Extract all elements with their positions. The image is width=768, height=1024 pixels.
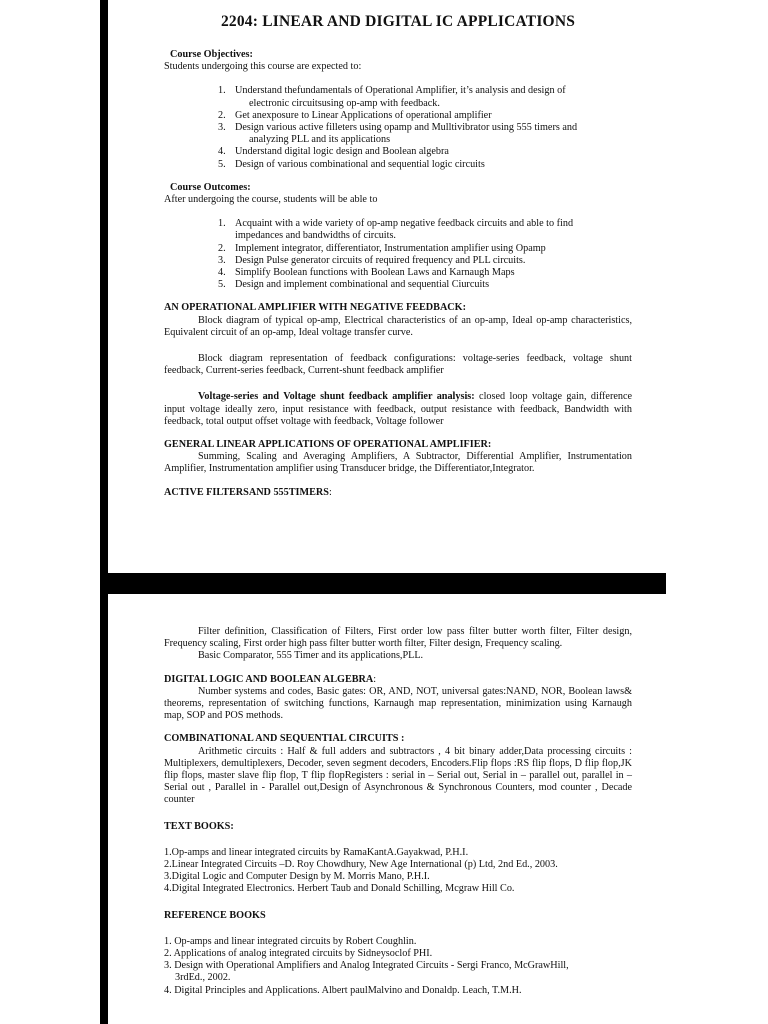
reference-item: 3. Design with Operational Amplifiers and Analog Integrated Circuits - Sergi Franco, McGrawHill, 3rdEd., 2002. [164, 960, 569, 984]
list-item: 4. Simplify Boolean functions with Boolean Laws and Karnaugh Maps [218, 267, 515, 279]
outcomes-list [218, 218, 632, 291]
objectives-heading: Course Objectives: [170, 49, 253, 60]
unit3-paragraph-1: Filter definition, Classification of Filters, First order low pass filter butter worth filter, Filter design, Frequency scaling, First order high pass filter butter worth filter, Filter design, Frequency scaling. [164, 626, 632, 650]
textbook-item: 3.Digital Logic and Computer Design by M. Morris Mano, P.H.I. [164, 871, 430, 883]
list-item: 1. Acquaint with a wide variety of op-amp negative feedback circuits and able to find impedances and bandwidths of circuits. [218, 218, 574, 242]
list-item: 5. Design of various combinational and sequential logic circuits [218, 158, 485, 170]
unit1-paragraph-2: Block diagram representation of feedback configurations: voltage-series feedback, voltage shunt feedback, Current-series feedback, Current-shunt feedback amplifier [164, 353, 632, 377]
reference-item: 2. Applications of analog integrated circuits by Sidneysoclof PHI. [164, 948, 433, 960]
reference-item: 1. Op-amps and linear integrated circuits by Robert Coughlin. [164, 935, 417, 947]
page-1 [164, 12, 632, 499]
references-heading: REFERENCE BOOKS [164, 909, 266, 921]
list-item: 2. Implement integrator, differentiator, Instrumentation amplifier using Opamp [218, 242, 546, 254]
objectives-intro: Students undergoing this course are expected to: [164, 61, 362, 73]
objectives-list [218, 85, 632, 170]
reference-item: 4. Digital Principles and Applications. Albert paulMalvino and Donaldp. Leach, T.M.H. [164, 984, 522, 996]
unit1-paragraph-3-body: closed loop voltage gain, difference input voltage ideally zero, input resistance with feedback, output resistance with feedback, Bandwidth with feedback, total output offset voltage with feedback, Voltage follower [164, 391, 632, 427]
list-item: 2. Get anexposure to Linear Applications of operational amplifier [218, 109, 492, 121]
unit5-heading: COMBINATIONAL AND SEQUENTIAL CIRCUITS : [164, 733, 405, 745]
unit1-paragraph-1: Block diagram of typical op-amp, Electrical characteristics of an op-amp, Ideal op-amp characteristics, Equivalent circuit of an op-amp, Ideal voltage transfer curve. [164, 314, 632, 338]
textbook-item: 2.Linear Integrated Circuits –D. Roy Chowdhury, New Age International (p) Ltd, 2nd Ed., 2003. [164, 859, 558, 871]
outcomes-heading: Course Outcomes: [170, 181, 251, 193]
list-item: 5. Design and implement combinational and sequential Ciurcuits [218, 279, 490, 291]
unit4-heading: DIGITAL LOGIC AND BOOLEAN ALGEBRA: [164, 673, 377, 685]
page-separator-bar [108, 573, 666, 594]
list-item: 3. Design Pulse generator circuits of required frequency and PLL circuits. [218, 254, 526, 266]
list-item: 3. Design various active filleters using opamp and Mulltivibrator using 555 timers and analyzing PLL and its applications [218, 122, 578, 146]
unit1-heading: AN OPERATIONAL AMPLIFIER WITH NEGATIVE FEEDBACK: [164, 302, 466, 314]
unit2-heading: GENERAL LINEAR APPLICATIONS OF OPERATIONAL AMPLIFIER: [164, 439, 492, 451]
unit3-heading: ACTIVE FILTERSAND 555TIMERS: [164, 486, 332, 498]
unit5-paragraph: Arithmetic circuits : Half & full adders and subtractors , 4 bit binary adder,Data processing circuits : Multiplexers, demultiplexers, Decoder, seven segment decoders, Encoders.Flip flops :RS flip flops, D flip flop,JK flip flops, master slave flip flop, T flip flopRegisters : serial in – Serial out, Serial in – parallel out, parallel in – Serial out , Parallel in - Parallel out,Design of Asynchronous & Synchronous Counters, mod counter , Decade counter [164, 745, 632, 806]
unit4-paragraph: Number systems and codes, Basic gates: OR, AND, NOT, universal gates:NAND, NOR, Boolean laws& theorems, representation of switching functions, Karnaugh map representation, minimization using Karnaugh map, SOP and POS methods. [164, 685, 632, 722]
textbook-item: 4.Digital Integrated Electronics. Herbert Taub and Donald Schilling, Mcgraw Hill Co. [164, 883, 515, 895]
unit2-paragraph: Summing, Scaling and Averaging Amplifiers, A Subtractor, Differential Amplifier, Instrumentation Amplifier, Instrumentation amplifier using Transducer bridge, the Differentiator,Integrator. [164, 451, 632, 475]
list-item: 4. Understand digital logic design and Boolean algebra [218, 146, 449, 158]
textbooks-heading: TEXT BOOKS: [164, 820, 234, 832]
outcomes-intro: After undergoing the course, students will be able to [164, 194, 378, 206]
unit1-paragraph-3 [164, 391, 632, 428]
list-item: 1. Understand thefundamentals of Operational Amplifier, it’s analysis and design of electronic circuitsusing op-amp with feedback. [218, 85, 566, 109]
unit3-paragraph-2: Basic Comparator, 555 Timer and its applications,PLL. [198, 650, 424, 662]
left-scan-border [100, 0, 108, 1024]
page-title: 2204: LINEAR AND DIGITAL IC APPLICATIONS [220, 13, 576, 30]
textbook-item: 1.Op-amps and linear integrated circuits by RamaKantA.Gayakwad, P.H.I. [164, 846, 469, 858]
page-2 [164, 626, 632, 997]
unit1-paragraph-3-lead: Voltage-series and Voltage shunt feedback amplifier analysis: [198, 391, 475, 403]
